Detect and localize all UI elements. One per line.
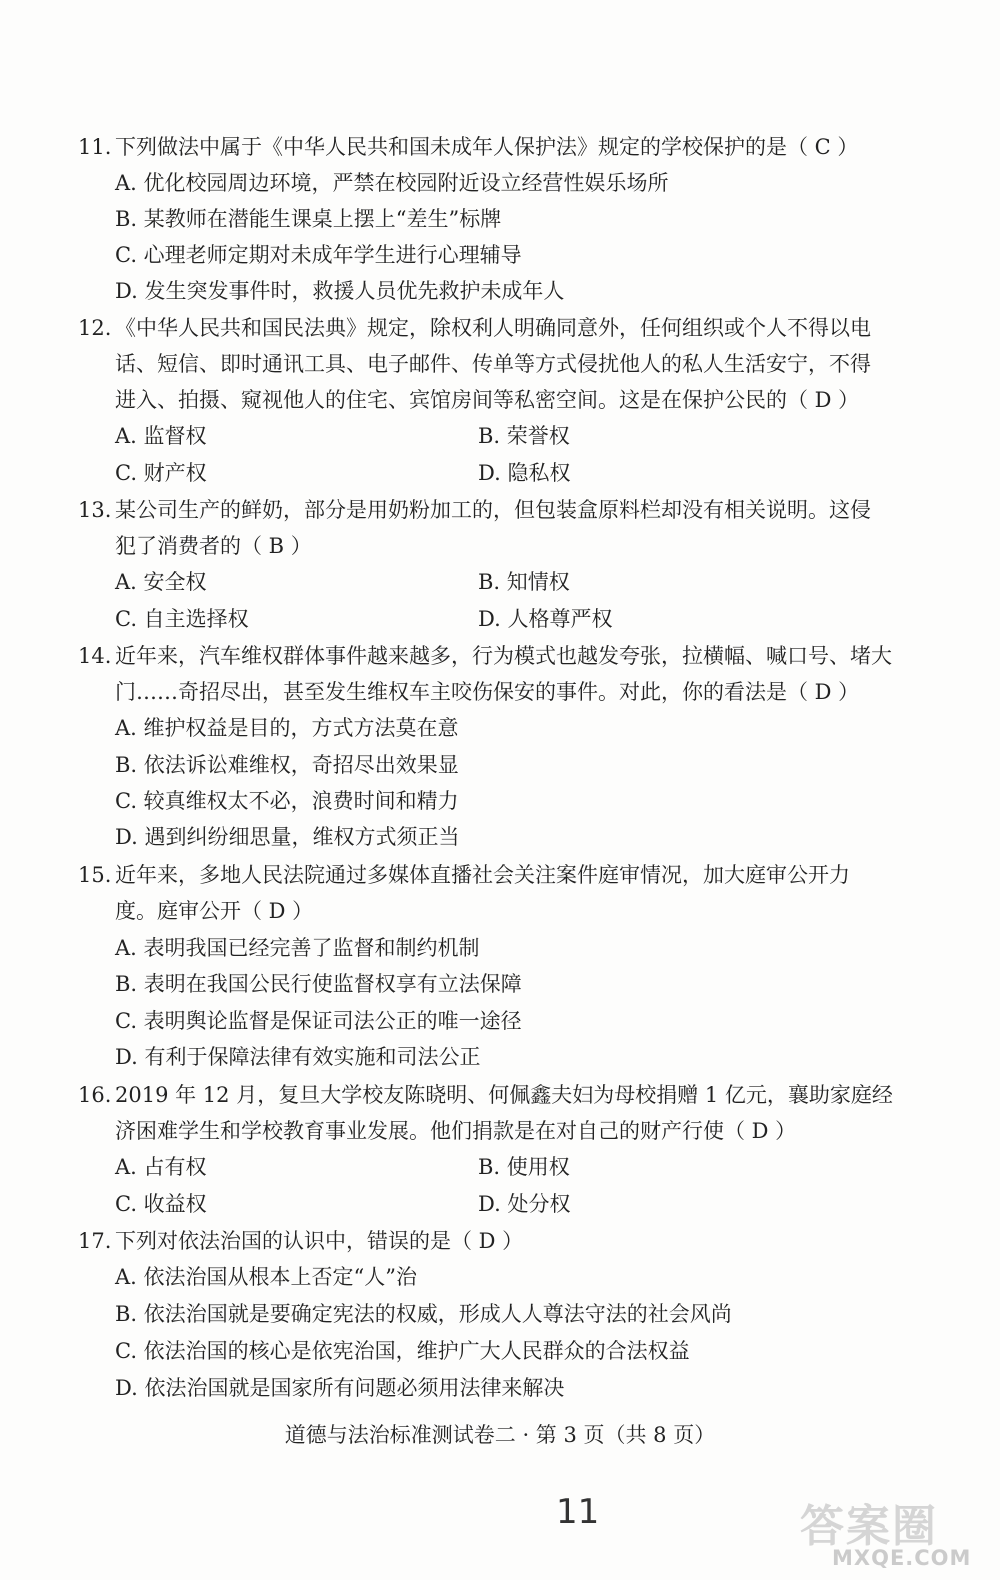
page-footer: 道德与法治标准测试卷二 · 第 3 页（共 8 页） bbox=[284, 1423, 716, 1447]
option-b: B. 依法治国就是要确定宪法的权威，形成人人尊法守法的社会风尚 bbox=[115, 1302, 732, 1326]
option-a: A. 依法治国从根本上否定“人”治 bbox=[115, 1265, 417, 1289]
question-stem-continued: 济困难学生和学校教育事业发展。他们捐款是在对自己的财产行使（ D ） bbox=[115, 1119, 797, 1143]
option-b: B. 表明在我国公民行使监督权享有立法保障 bbox=[115, 972, 522, 996]
option-b: B. 知情权 bbox=[478, 570, 570, 594]
option-c: C. 自主选择权 bbox=[115, 607, 249, 631]
option-c: C. 依法治国的核心是依宪治国，维护广大人民群众的合法权益 bbox=[115, 1339, 690, 1363]
option-c: C. 心理老师定期对未成年学生进行心理辅导 bbox=[115, 243, 522, 267]
question-stem: 15. 近年来，多地人民法院通过多媒体直播社会关注案件庭审情况，加大庭审公开力 bbox=[78, 863, 850, 887]
question-stem: 16. 2019 年 12 月，复旦大学校友陈晓明、何佩鑫夫妇为母校捐赠 1 亿元，襄助家庭经 bbox=[78, 1083, 893, 1107]
option-c: C. 较真维权太不必，浪费时间和精力 bbox=[115, 789, 459, 813]
option-b: B. 使用权 bbox=[478, 1155, 570, 1179]
watermark-url: MXQE.COM bbox=[832, 1546, 972, 1570]
option-b: B. 依法诉讼难维权，奇招尽出效果显 bbox=[115, 753, 459, 777]
question-stem-continued: 话、短信、即时通讯工具、电子邮件、传单等方式侵扰他人的私人生活安宁，不得 bbox=[115, 352, 871, 376]
option-a: A. 安全权 bbox=[115, 570, 207, 594]
question-stem: 12. 《中华人民共和国民法典》规定，除权利人明确同意外，任何组织或个人不得以电 bbox=[78, 316, 871, 340]
option-a: A. 监督权 bbox=[115, 424, 207, 448]
question-stem: 11. 下列做法中属于《中华人民共和国未成年人保护法》规定的学校保护的是（ C ） bbox=[78, 135, 859, 159]
option-b: B. 荣誉权 bbox=[478, 424, 570, 448]
option-a: A. 表明我国已经完善了监督和制约机制 bbox=[115, 936, 480, 960]
option-a: A. 优化校园周边环境，严禁在校园附近设立经营性娱乐场所 bbox=[115, 171, 669, 195]
option-d: D. 有利于保障法律有效实施和司法公正 bbox=[115, 1045, 481, 1069]
option-c: C. 收益权 bbox=[115, 1192, 207, 1216]
question-stem-continued: 门……奇招尽出，甚至发生维权车主咬伤保安的事件。对此，你的看法是（ D ） bbox=[115, 680, 860, 704]
question-stem: 14. 近年来，汽车维权群体事件越来越多，行为模式也越发夸张，拉横幅、喊口号、堵大 bbox=[78, 644, 892, 668]
option-d: D. 发生突发事件时，救援人员优先救护未成年人 bbox=[115, 279, 565, 303]
option-a: A. 维护权益是目的，方式方法莫在意 bbox=[115, 716, 459, 740]
question-stem: 17. 下列对依法治国的认识中，错误的是（ D ） bbox=[78, 1229, 524, 1253]
option-d: D. 人格尊严权 bbox=[478, 607, 613, 631]
question-stem-continued: 进入、拍摄、窥视他人的住宅、宾馆房间等私密空间。这是在保护公民的（ D ） bbox=[115, 388, 860, 412]
option-a: A. 占有权 bbox=[115, 1155, 207, 1179]
watermark bbox=[800, 1490, 990, 1575]
option-d: D. 依法治国就是国家所有问题必须用法律来解决 bbox=[115, 1376, 565, 1400]
option-d: D. 处分权 bbox=[478, 1192, 571, 1216]
option-c: C. 表明舆论监督是保证司法公正的唯一途径 bbox=[115, 1009, 522, 1033]
option-b: B. 某教师在潜能生课桌上摆上“差生”标牌 bbox=[115, 207, 502, 231]
question-stem-continued: 犯了消费者的（ B ） bbox=[115, 534, 312, 558]
question-stem: 13. 某公司生产的鲜奶，部分是用奶粉加工的，但包装盒原料栏却没有相关说明。这侵 bbox=[78, 498, 871, 522]
option-d: D. 遇到纠纷细思量，维权方式须正当 bbox=[115, 825, 460, 849]
option-d: D. 隐私权 bbox=[478, 461, 571, 485]
question-stem-continued: 度。庭审公开（ D ） bbox=[115, 899, 314, 923]
handwritten-page-number: 11 bbox=[556, 1492, 600, 1532]
watermark-logo: 答案圈 bbox=[800, 1501, 938, 1552]
option-c: C. 财产权 bbox=[115, 461, 207, 485]
